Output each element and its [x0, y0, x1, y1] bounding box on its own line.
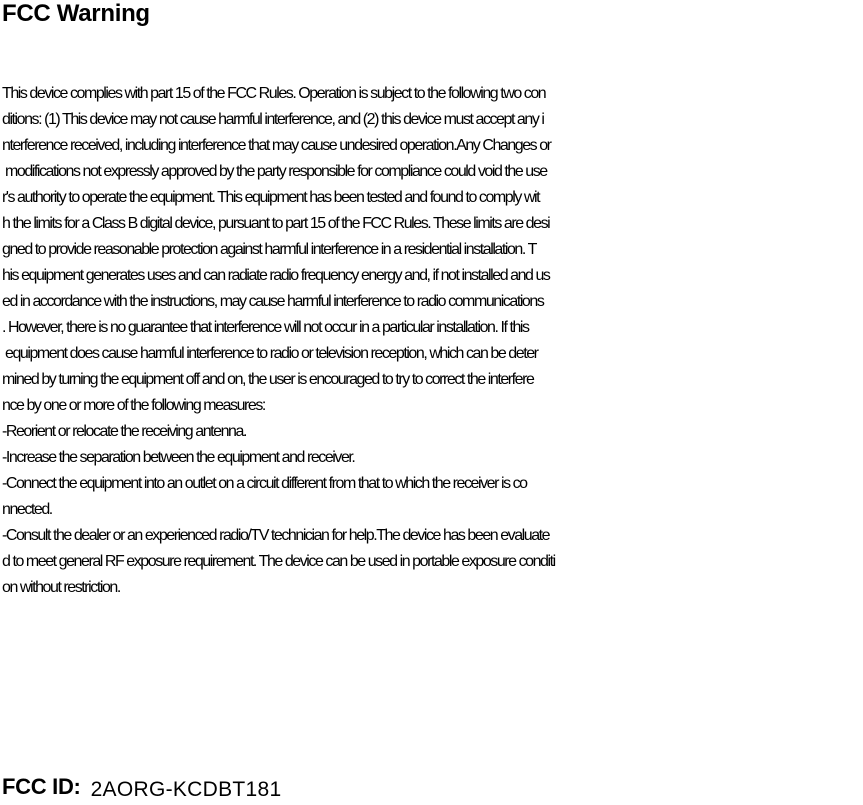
- text-line: This device complies with part 15 of the FCC Rules. Operation is subject to the following two con: [2, 85, 546, 102]
- fcc-id-label: FCC ID:: [2, 774, 81, 799]
- text-line: d to meet general RF exposure requirement. The device can be used in portable exposure conditi: [2, 553, 555, 570]
- measure-item: nnected.: [2, 501, 52, 518]
- text-line: h the limits for a Class B digital device, pursuant to part 15 of the FCC Rules. These limits are desi: [2, 215, 550, 232]
- warning-text: [2, 81, 863, 601]
- text-line: ditions: (1) This device may not cause harmful interference, and (2) this device must accept any i: [2, 111, 544, 128]
- text-line: on without restriction.: [2, 579, 120, 596]
- text-line: gned to provide reasonable protection against harmful interference in a residential installation. T: [2, 241, 536, 258]
- text-line: r's authority to operate the equipment. This equipment has been tested and found to comply wit: [2, 189, 540, 206]
- measure-item: -Increase the separation between the equipment and receiver.: [2, 449, 355, 466]
- text-line: . However, there is no guarantee that interference will not occur in a particular installation. If this: [2, 319, 529, 336]
- fcc-id-value: 2AORG-KCDBT181: [90, 778, 282, 801]
- fcc-id-row: [2, 772, 282, 802]
- measure-item: -Reorient or relocate the receiving antenna.: [2, 423, 246, 440]
- measure-item: -Consult the dealer or an experienced radio/TV technician for help.The device has been evaluate: [2, 527, 550, 544]
- document-title: FCC Warning: [2, 0, 150, 27]
- text-line: nce by one or more of the following measures:: [2, 397, 265, 414]
- measure-item: -Connect the equipment into an outlet on a circuit different from that to which the receiver is co: [2, 475, 527, 492]
- text-line: mined by turning the equipment off and on, the user is encouraged to try to correct the interfere: [2, 371, 534, 388]
- text-line: his equipment generates uses and can radiate radio frequency energy and, if not installed and us: [2, 267, 550, 284]
- text-line: ed in accordance with the instructions, may cause harmful interference to radio communications: [2, 293, 544, 310]
- text-line: modifications not expressly approved by the party responsible for compliance could void the use: [2, 163, 547, 180]
- text-line: equipment does cause harmful interference to radio or television reception, which can be deter: [2, 345, 538, 362]
- text-line: nterference received, including interference that may cause undesired operation.Any Changes or: [2, 137, 551, 154]
